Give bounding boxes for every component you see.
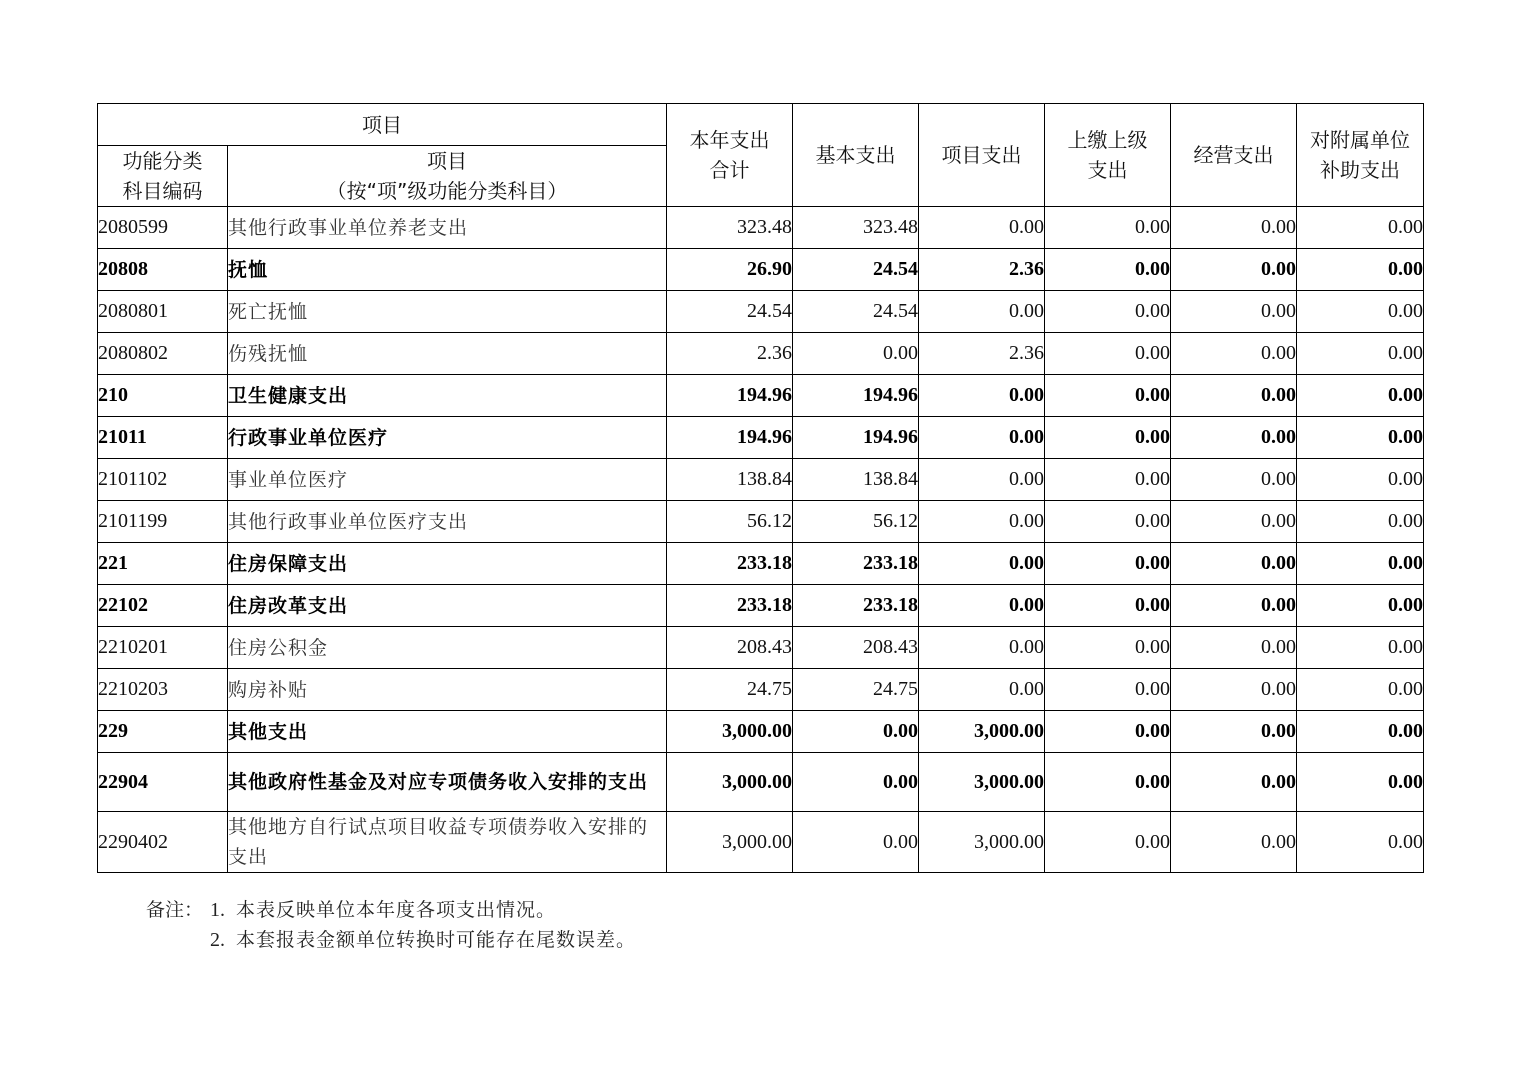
cell-remit: 0.00 xyxy=(1045,501,1171,543)
cell-total: 233.18 xyxy=(667,585,793,627)
cell-subsidy: 0.00 xyxy=(1297,585,1424,627)
cell-operating: 0.00 xyxy=(1171,249,1297,291)
cell-item-name: 其他政府性基金及对应专项债务收入安排的支出 xyxy=(228,753,667,812)
cell-subsidy: 0.00 xyxy=(1297,291,1424,333)
cell-total: 233.18 xyxy=(667,543,793,585)
cell-total: 2.36 xyxy=(667,333,793,375)
cell-basic: 24.75 xyxy=(793,669,919,711)
cell-remit: 0.00 xyxy=(1045,669,1171,711)
cell-code: 2080599 xyxy=(98,207,228,249)
cell-basic: 208.43 xyxy=(793,627,919,669)
cell-basic: 233.18 xyxy=(793,543,919,585)
header-item xyxy=(228,146,667,207)
cell-total: 26.90 xyxy=(667,249,793,291)
cell-remit: 0.00 xyxy=(1045,207,1171,249)
cell-subsidy: 0.00 xyxy=(1297,249,1424,291)
cell-basic: 323.48 xyxy=(793,207,919,249)
header-remit-line2: 支出 xyxy=(1087,158,1128,182)
table-row xyxy=(98,249,1424,291)
cell-total: 56.12 xyxy=(667,501,793,543)
cell-subsidy: 0.00 xyxy=(1297,459,1424,501)
cell-item-name: 行政事业单位医疗 xyxy=(228,417,667,459)
cell-remit: 0.00 xyxy=(1045,543,1171,585)
cell-subsidy: 0.00 xyxy=(1297,711,1424,753)
cell-item-name: 其他行政事业单位养老支出 xyxy=(228,207,667,249)
header-item-line2: （按“项”级功能分类科目） xyxy=(326,179,568,203)
cell-total: 3,000.00 xyxy=(667,812,793,873)
cell-item-name: 事业单位医疗 xyxy=(228,459,667,501)
cell-operating: 0.00 xyxy=(1171,669,1297,711)
cell-remit: 0.00 xyxy=(1045,291,1171,333)
note-line-2 xyxy=(146,925,636,955)
cell-subsidy: 0.00 xyxy=(1297,669,1424,711)
cell-item-name: 其他行政事业单位医疗支出 xyxy=(228,501,667,543)
cell-code: 2290402 xyxy=(98,812,228,873)
cell-remit: 0.00 xyxy=(1045,249,1171,291)
cell-total: 323.48 xyxy=(667,207,793,249)
cell-basic: 194.96 xyxy=(793,375,919,417)
header-project-expense: 项目支出 xyxy=(919,104,1045,207)
header-subsidy xyxy=(1297,104,1424,207)
cell-total: 208.43 xyxy=(667,627,793,669)
cell-item-name: 住房保障支出 xyxy=(228,543,667,585)
cell-code: 210 xyxy=(98,375,228,417)
cell-remit: 0.00 xyxy=(1045,812,1171,873)
cell-operating: 0.00 xyxy=(1171,375,1297,417)
cell-subsidy: 0.00 xyxy=(1297,207,1424,249)
cell-code: 2080802 xyxy=(98,333,228,375)
table-row xyxy=(98,627,1424,669)
cell-item-name: 卫生健康支出 xyxy=(228,375,667,417)
table-row xyxy=(98,207,1424,249)
header-subsidy-line2: 补助支出 xyxy=(1320,158,1400,182)
cell-item-name: 住房公积金 xyxy=(228,627,667,669)
table-row xyxy=(98,753,1424,812)
cell-operating: 0.00 xyxy=(1171,207,1297,249)
cell-item-name: 死亡抚恤 xyxy=(228,291,667,333)
cell-code: 20808 xyxy=(98,249,228,291)
cell-subsidy: 0.00 xyxy=(1297,627,1424,669)
cell-remit: 0.00 xyxy=(1045,627,1171,669)
cell-item-name: 住房改革支出 xyxy=(228,585,667,627)
cell-operating: 0.00 xyxy=(1171,543,1297,585)
cell-operating: 0.00 xyxy=(1171,812,1297,873)
cell-basic: 24.54 xyxy=(793,291,919,333)
table-row xyxy=(98,291,1424,333)
header-total-line2: 合计 xyxy=(709,158,750,182)
cell-basic: 56.12 xyxy=(793,501,919,543)
cell-operating: 0.00 xyxy=(1171,291,1297,333)
cell-project: 0.00 xyxy=(919,459,1045,501)
cell-remit: 0.00 xyxy=(1045,375,1171,417)
cell-project: 3,000.00 xyxy=(919,711,1045,753)
cell-operating: 0.00 xyxy=(1171,585,1297,627)
cell-item-name: 其他地方自行试点项目收益专项债券收入安排的支出 xyxy=(228,812,667,873)
header-remit xyxy=(1045,104,1171,207)
cell-code: 221 xyxy=(98,543,228,585)
cell-project: 0.00 xyxy=(919,585,1045,627)
cell-subsidy: 0.00 xyxy=(1297,753,1424,812)
table-row xyxy=(98,375,1424,417)
header-code-line2: 科目编码 xyxy=(122,179,203,203)
cell-basic: 0.00 xyxy=(793,812,919,873)
cell-subsidy: 0.00 xyxy=(1297,501,1424,543)
cell-code: 229 xyxy=(98,711,228,753)
cell-basic: 0.00 xyxy=(793,753,919,812)
header-remit-line1: 上缴上级 xyxy=(1067,128,1148,152)
cell-project: 0.00 xyxy=(919,375,1045,417)
cell-project: 0.00 xyxy=(919,543,1045,585)
cell-operating: 0.00 xyxy=(1171,459,1297,501)
note-line-1 xyxy=(146,895,636,925)
cell-project: 3,000.00 xyxy=(919,812,1045,873)
cell-subsidy: 0.00 xyxy=(1297,812,1424,873)
header-subsidy-line1: 对附属单位 xyxy=(1310,128,1410,152)
cell-total: 24.75 xyxy=(667,669,793,711)
cell-operating: 0.00 xyxy=(1171,417,1297,459)
notes xyxy=(146,895,636,955)
cell-total: 24.54 xyxy=(667,291,793,333)
cell-basic: 138.84 xyxy=(793,459,919,501)
table-row xyxy=(98,417,1424,459)
cell-subsidy: 0.00 xyxy=(1297,543,1424,585)
note-text: 本表反映单位本年度各项支出情况。 xyxy=(236,899,557,921)
cell-project: 0.00 xyxy=(919,207,1045,249)
table-row xyxy=(98,711,1424,753)
header-row-top xyxy=(98,104,1424,146)
cell-basic: 194.96 xyxy=(793,417,919,459)
table-row xyxy=(98,543,1424,585)
cell-item-name: 抚恤 xyxy=(228,249,667,291)
table-body xyxy=(98,207,1424,873)
cell-subsidy: 0.00 xyxy=(1297,375,1424,417)
cell-remit: 0.00 xyxy=(1045,333,1171,375)
cell-remit: 0.00 xyxy=(1045,753,1171,812)
cell-item-name: 伤残抚恤 xyxy=(228,333,667,375)
cell-code: 2101102 xyxy=(98,459,228,501)
header-code xyxy=(98,146,228,207)
table-row xyxy=(98,501,1424,543)
cell-operating: 0.00 xyxy=(1171,501,1297,543)
cell-code: 22102 xyxy=(98,585,228,627)
header-total xyxy=(667,104,793,207)
cell-code: 21011 xyxy=(98,417,228,459)
notes-prefix-spacer xyxy=(146,925,210,955)
table-row xyxy=(98,459,1424,501)
cell-total: 3,000.00 xyxy=(667,711,793,753)
notes-prefix: 备注： xyxy=(146,899,204,921)
header-total-line1: 本年支出 xyxy=(689,128,770,152)
cell-basic: 0.00 xyxy=(793,333,919,375)
cell-remit: 0.00 xyxy=(1045,459,1171,501)
cell-operating: 0.00 xyxy=(1171,753,1297,812)
cell-subsidy: 0.00 xyxy=(1297,333,1424,375)
cell-remit: 0.00 xyxy=(1045,711,1171,753)
cell-project: 0.00 xyxy=(919,291,1045,333)
cell-subsidy: 0.00 xyxy=(1297,417,1424,459)
header-operating: 经营支出 xyxy=(1171,104,1297,207)
cell-project: 3,000.00 xyxy=(919,753,1045,812)
note-index: 1. xyxy=(210,899,225,921)
table-row xyxy=(98,585,1424,627)
cell-project: 0.00 xyxy=(919,501,1045,543)
cell-basic: 0.00 xyxy=(793,711,919,753)
cell-code: 2210201 xyxy=(98,627,228,669)
note-text: 本套报表金额单位转换时可能存在尾数误差。 xyxy=(236,929,637,951)
cell-remit: 0.00 xyxy=(1045,585,1171,627)
cell-project: 0.00 xyxy=(919,669,1045,711)
cell-item-name: 购房补贴 xyxy=(228,669,667,711)
header-item-line1: 项目 xyxy=(427,149,467,173)
cell-operating: 0.00 xyxy=(1171,627,1297,669)
cell-item-name: 其他支出 xyxy=(228,711,667,753)
table-row xyxy=(98,669,1424,711)
note-index: 2. xyxy=(210,929,225,951)
table-row xyxy=(98,333,1424,375)
cell-basic: 24.54 xyxy=(793,249,919,291)
cell-total: 194.96 xyxy=(667,375,793,417)
cell-remit: 0.00 xyxy=(1045,417,1171,459)
cell-code: 2080801 xyxy=(98,291,228,333)
cell-operating: 0.00 xyxy=(1171,711,1297,753)
cell-project: 0.00 xyxy=(919,417,1045,459)
cell-code: 2210203 xyxy=(98,669,228,711)
cell-code: 22904 xyxy=(98,753,228,812)
table-row xyxy=(98,812,1424,873)
expenditure-table xyxy=(97,103,1424,873)
cell-total: 3,000.00 xyxy=(667,753,793,812)
cell-total: 138.84 xyxy=(667,459,793,501)
cell-total: 194.96 xyxy=(667,417,793,459)
cell-basic: 233.18 xyxy=(793,585,919,627)
header-code-line1: 功能分类 xyxy=(122,149,203,173)
cell-project: 2.36 xyxy=(919,333,1045,375)
cell-project: 2.36 xyxy=(919,249,1045,291)
cell-project: 0.00 xyxy=(919,627,1045,669)
cell-code: 2101199 xyxy=(98,501,228,543)
header-basic: 基本支出 xyxy=(793,104,919,207)
header-project: 项目 xyxy=(98,104,667,146)
cell-operating: 0.00 xyxy=(1171,333,1297,375)
